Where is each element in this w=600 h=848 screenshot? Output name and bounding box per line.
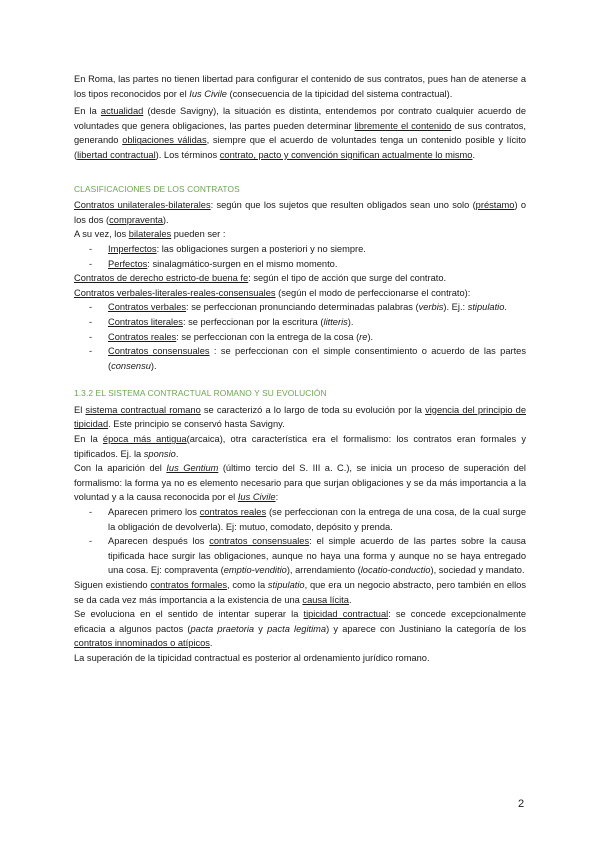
- paragraph-bilaterales: A su vez, los bilaterales pueden ser :: [74, 229, 226, 240]
- paragraph-roma: En Roma, las partes no tienen libertad para configurar el contenido de sus contratos, pues han de atenerse a los tipos reconocidos por el Ius Civile (consecuencia de la tipicidad del sistema contractual).: [74, 74, 526, 99]
- paragraph-superacion: La superación de la tipicidad contractual es posterior al ordenamiento jurídico romano.: [74, 652, 430, 663]
- list-item: - Aparecen primero los contratos reales (se perfeccionan con la entrega de una cosa, de la cual surge la obligación de devolverla). Ej: mutuo, comodato, depósito y prenda.: [108, 505, 526, 534]
- paragraph-epoca-antigua: En la época más antigua(arcaica), otra característica era el formalismo: los contratos eran formales y tipificados. Ej. la sponsio.: [74, 434, 526, 459]
- list-item: - Perfectos: sinalagmático-surgen en el mismo momento.: [108, 257, 526, 272]
- list-item: - Contratos literales: se perfeccionan por la escritura (litteris).: [108, 315, 526, 330]
- paragraph-actualidad: En la actualidad (desde Savigny), la situación es distinta, entendemos por contrato cualquier acuerdo de voluntades que genera obligaciones, las partes pueden determinar libremente el contenido de sus contratos, generando obligaciones válidas, siempre que el acuerdo de voluntades tenga un contenido posible y lícito (libertad contractual). Los términos contrato, pacto y convención significan actualmente lo mismo.: [74, 106, 526, 160]
- document-body: [74, 72, 526, 666]
- list-item: - Contratos verbales: se perfeccionan pronunciando determinadas palabras (verbis). Ej.: stipulatio.: [108, 300, 526, 315]
- section-heading-sistema-contractual: 1.3.2 EL SISTEMA CONTRACTUAL ROMANO Y SU EVOLUCIÓN: [74, 388, 327, 399]
- list-evolucion: [74, 505, 526, 578]
- paragraph-formales: Siguen existiendo contratos formales, como la stipulatio, que era un negocio abstracto, pero también en ellos se da cada vez más importancia a la existencia de una causa lícita.: [74, 580, 526, 605]
- paragraph-unilaterales: Contratos unilaterales-bilaterales: según que los sujetos que resulten obligados sean uno solo (préstamo) o los dos (compraventa).: [74, 200, 526, 225]
- paragraph-superar-tipicidad: Se evoluciona en el sentido de intentar superar la tipicidad contractual: se concede excepcionalmente eficacia a algunos pactos (pacta praetoria y pacta legitima) y aparece con Justiniano la categoría de los contratos innominados o atípicos.: [74, 609, 527, 649]
- section-heading-clasificaciones: CLASIFICACIONES DE LOS CONTRATOS: [74, 183, 240, 194]
- paragraph-verbales: Contratos verbales-literales-reales-consensuales (según el modo de perfeccionarse el contrato):: [74, 287, 471, 298]
- list-item: - Contratos consensuales : se perfeccionan con el simple consentimiento o acuerdo de las partes (consensu).: [108, 344, 526, 373]
- paragraph-sistema-romano: El sistema contractual romano se caracterizó a lo largo de toda su evolución por la vigencia del principio de tipicidad. Este principio se conservó hasta Savigny.: [74, 404, 526, 430]
- paragraph-buena-fe: Contratos de derecho estricto-de buena fe: según el tipo de acción que surge del contrato.: [74, 273, 447, 284]
- list-perfeccion: [74, 300, 526, 373]
- list-item: - Aparecen después los contratos consensuales: el simple acuerdo de las partes sobre la causa tipificada hace surgir las obligaciones, aunque no haya una forma y aunque no se haya entregado una cosa. Ej: compraventa (emptio-venditio), arrendamiento (locatio-conductio), sociedad y mandato.: [108, 534, 526, 578]
- list-item: - Imperfectos: las obligaciones surgen a posteriori y no siempre.: [108, 242, 526, 257]
- paragraph-ius-gentium: Con la aparición del Ius Gentium (último tercio del S. III a. C.), se inicia un proceso de superación del formalismo: la forma ya no es elemento necesario para que surjan obligaciones y se da más importancia a la voluntad y a la causa reconocida por el Ius Civile:: [74, 463, 526, 503]
- list-bilaterales: [74, 242, 526, 271]
- page-number: 2: [518, 798, 525, 810]
- list-item: - Contratos reales: se perfeccionan con la entrega de la cosa (re).: [108, 330, 526, 345]
